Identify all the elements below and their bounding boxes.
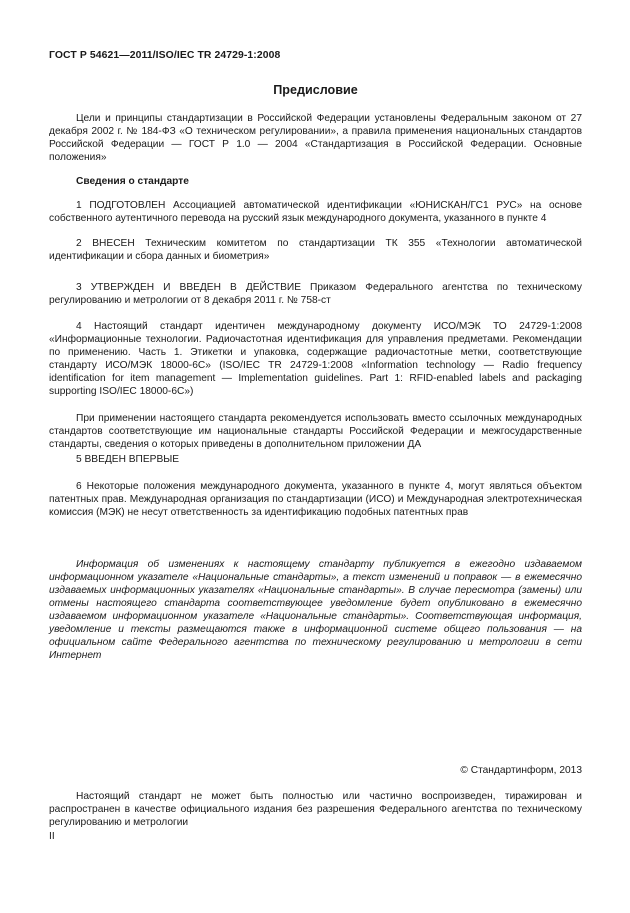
page-number: II: [49, 831, 55, 842]
item-4-identical: 4 Настоящий стандарт идентичен международному документу ИСО/МЭК ТО 24729-1:2008 «Информационные технологии. Радиочастотная идентификация для управления предметами. Рекомендации по применению. Часть 1. Этикетки и упаковка, содержащие радиочастотные метки, соответствующие стандарту ИСО/МЭК 18000-6С» (ISO/IEC TR 24729-1:2008 «Information technology — Radio frequency identification for item management — Implementation guidelines. Part 1: RFID-enabled labels and packaging supporting ISO/IEC 18000-6C»): [49, 321, 582, 397]
item-5-first-introduced: 5 ВВЕДЕН ВПЕРВЫЕ: [76, 454, 180, 465]
item-3-approved: 3 УТВЕРЖДЕН И ВВЕДЕН В ДЕЙСТВИЕ Приказом Федерального агентства по техническому регулированию и метрологии от 8 декабря 2011 г. № 758-ст: [49, 282, 582, 306]
standard-info-heading: Сведения о стандарте: [76, 176, 189, 187]
page-title: Предисловие: [273, 83, 358, 97]
changes-notice: Информация об изменениях к настоящему стандарту публикуется в ежегодно издаваемом информационном указателе «Национальные стандарты», а текст изменений и поправок — в ежемесячно издаваемых информационных указателях «Национальные стандарты». В случае пересмотра (замены) или отмены настоящего стандарта соответствующее уведомление будет опубликовано в ежемесячно издаваемом информационном указателе «Национальные стандарты». Соответствующая информация, уведомление и тексты размещаются также в информационной системе общего пользования — на официальном сайте Федерального агентства по техническому регулированию и метрологии в сети Интернет: [49, 559, 582, 661]
item-1-prepared: 1 ПОДГОТОВЛЕН Ассоциацией автоматической идентификации «ЮНИСКАН/ГС1 РУС» на основе собственного аутентичного перевода на русский язык международного документа, указанного в пункте 4: [49, 200, 582, 224]
item-2-introduced: 2 ВНЕСЕН Техническим комитетом по стандартизации ТК 355 «Технологии автоматической идентификации и сбора данных и биометрия»: [49, 238, 582, 262]
item-6-patents: 6 Некоторые положения международного документа, указанного в пункте 4, могут являться объектом патентных прав. Международная организация по стандартизации (ИСО) и Международная электротехническая комиссия (МЭК) не несут ответственность за идентификацию подобных патентных прав: [49, 481, 582, 518]
copyright-line: © Стандартинформ, 2013: [460, 765, 582, 776]
reproduction-notice: Настоящий стандарт не может быть полностью или частично воспроизведен, тиражирован и распространен в качестве официального издания без разрешения Федерального агентства по техническому регулированию и метрологии: [49, 791, 582, 828]
document-page: [49, 0, 582, 913]
intro-paragraph: Цели и принципы стандартизации в Российской Федерации установлены Федеральным законом от 27 декабря 2002 г. № 184-ФЗ «О техническом регулировании», а правила применения национальных стандартов Российской Федерации — ГОСТ Р 1.0 — 2004 «Стандартизация в Российской Федерации. Основные положения»: [49, 113, 582, 163]
document-code-header: ГОСТ Р 54621—2011/ISO/IEC TR 24729-1:2008: [49, 50, 281, 61]
item-4-application-note: При применении настоящего стандарта рекомендуется использовать вместо ссылочных международных стандартов соответствующие им национальные стандарты Российской Федерации и межгосударственные стандарты, сведения о которых приведены в дополнительном приложении ДА: [49, 413, 582, 450]
